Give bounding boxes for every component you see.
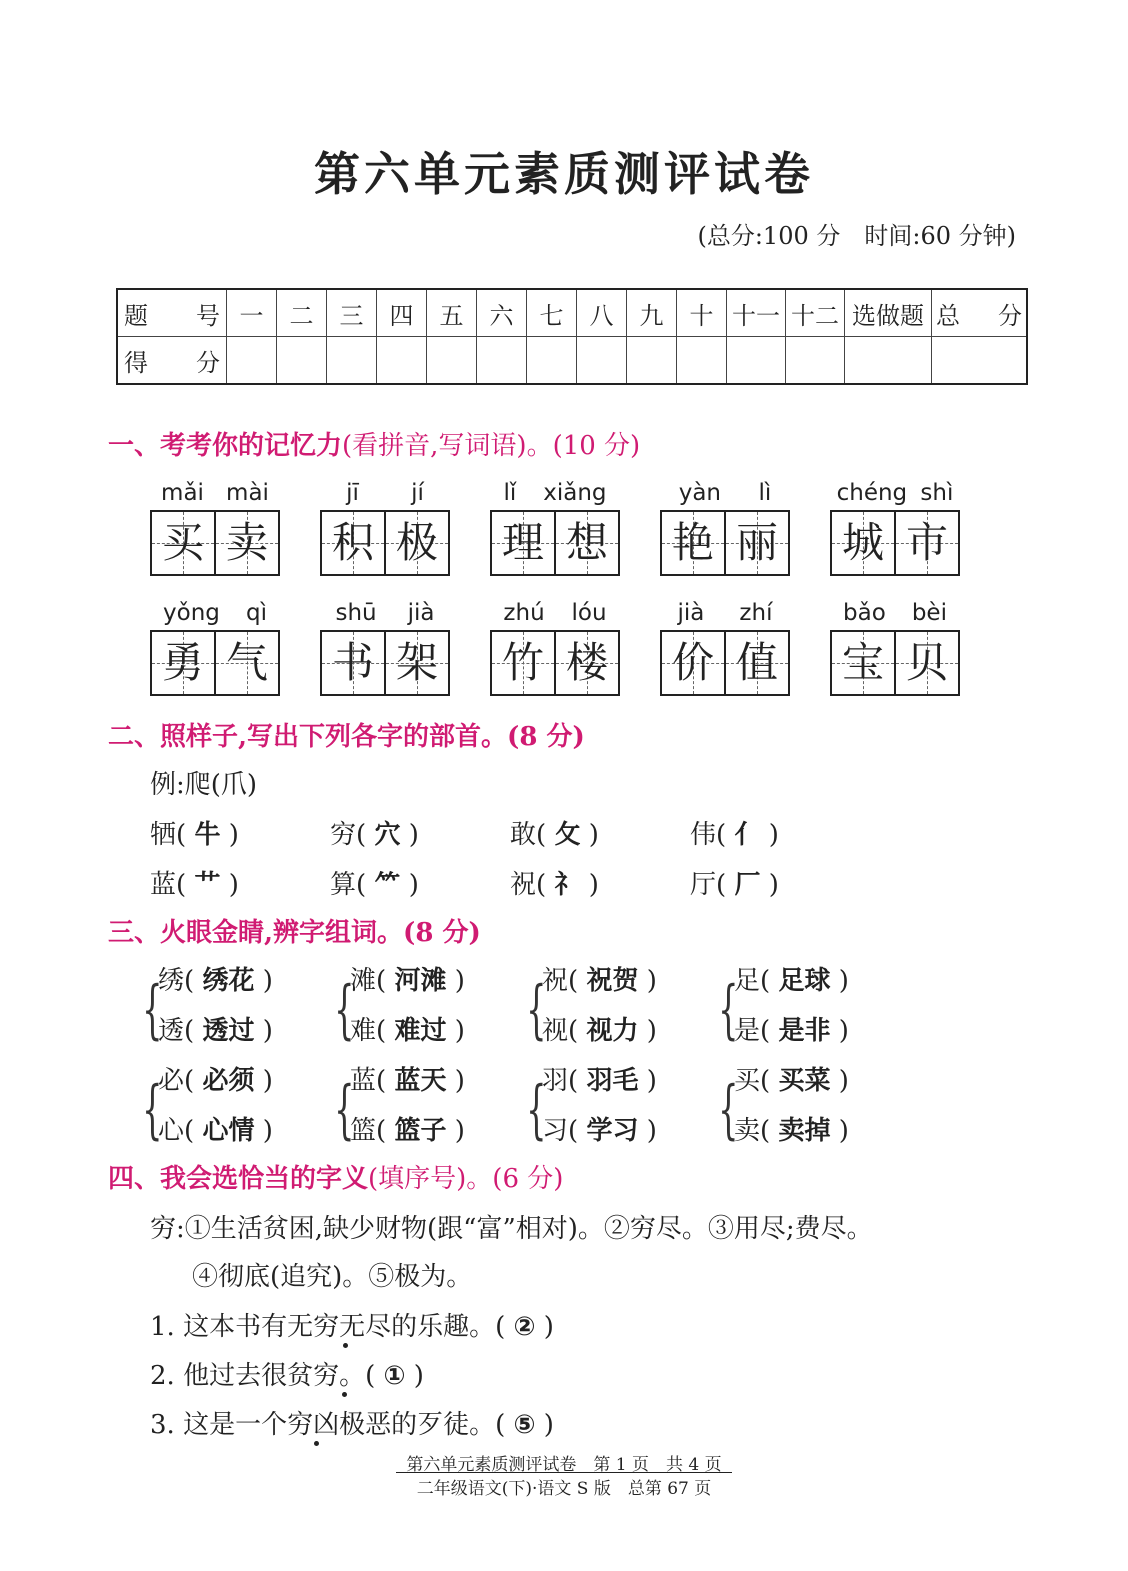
- pair-char: 透: [158, 1016, 185, 1046]
- word-group: [150, 600, 280, 696]
- radical-item: 祝( 礻 ): [510, 870, 599, 900]
- pinyin: chéng: [836, 480, 908, 506]
- pair-answer[interactable]: 是非: [778, 1016, 831, 1046]
- brace-icon: {: [718, 1073, 739, 1147]
- tianzige-boxes: [150, 510, 280, 576]
- pinyin: lì: [758, 480, 772, 506]
- score-input-cell[interactable]: [277, 337, 327, 385]
- char: 宝: [841, 638, 884, 687]
- pinyin: shì: [920, 480, 954, 506]
- tianzige-boxes: [320, 510, 450, 576]
- char-box[interactable]: [832, 632, 894, 694]
- score-table: [116, 288, 1028, 385]
- score-table-cell: 一: [227, 289, 277, 337]
- score-input-cell[interactable]: [227, 337, 277, 385]
- radical-char: 牺: [150, 820, 177, 850]
- brace-icon: {: [526, 1073, 547, 1147]
- pair-answer[interactable]: 买菜: [778, 1066, 831, 1096]
- tianzige-boxes: [490, 630, 620, 696]
- radical-item: 厅( 厂 ): [690, 870, 779, 900]
- pair-answer[interactable]: 卖掉: [778, 1116, 831, 1146]
- radical-answer[interactable]: 攵: [554, 820, 581, 850]
- pair-answer[interactable]: 祝贺: [586, 966, 639, 996]
- word-group: [660, 480, 790, 576]
- score-table-cell: 二: [277, 289, 327, 337]
- radical-char: 敢: [510, 820, 537, 850]
- char: 架: [395, 638, 438, 687]
- radical-char: 伟: [690, 820, 717, 850]
- section-4-title: 四、我会选恰当的字义: [108, 1164, 369, 1194]
- tianzige-boxes: [830, 630, 960, 696]
- tianzige-boxes: [490, 510, 620, 576]
- char: 竹: [501, 638, 544, 687]
- pair-char: 必: [158, 1066, 185, 1096]
- pair-answer[interactable]: 透过: [202, 1016, 255, 1046]
- pinyin-row: [830, 480, 960, 510]
- radical-answer[interactable]: 穴: [374, 820, 401, 850]
- char-box[interactable]: [384, 512, 448, 574]
- char-box[interactable]: [832, 512, 894, 574]
- pair-item: 蓝( 蓝天 ): [350, 1066, 465, 1096]
- score-input-cell[interactable]: [377, 337, 427, 385]
- char: 买: [161, 518, 204, 567]
- question-text: 2. 他过去很贫穷。(: [150, 1361, 376, 1391]
- score-table-cell: 选做题: [845, 289, 932, 337]
- word-group: [490, 600, 620, 696]
- word-pair: [718, 1060, 892, 1164]
- tianzige-boxes: [660, 510, 790, 576]
- question-close: ): [543, 1410, 554, 1440]
- footer-divider: [396, 1472, 732, 1473]
- char: 楼: [565, 638, 608, 687]
- radical-char: 蓝: [150, 870, 177, 900]
- char: 市: [905, 518, 948, 567]
- radical-item: 敢( 攵 ): [510, 820, 599, 850]
- pair-item: 买( 买菜 ): [734, 1066, 849, 1096]
- section-1-note: (看拼音,写词语)。(10 分): [342, 431, 641, 461]
- question-answer[interactable]: ①: [383, 1361, 406, 1391]
- question-close: ): [413, 1361, 424, 1391]
- char: 价: [671, 638, 714, 687]
- tianzige-boxes: [830, 510, 960, 576]
- tianzige-boxes: [150, 630, 280, 696]
- score-input-cell[interactable]: [727, 337, 786, 385]
- score-table-cell: 十: [677, 289, 727, 337]
- pinyin: zhí: [739, 600, 773, 626]
- pair-item: 足( 足球 ): [734, 966, 849, 996]
- word-pair: [334, 960, 508, 1064]
- question-item: [150, 1404, 554, 1441]
- char: 理: [501, 518, 544, 567]
- pair-char: 绣: [158, 966, 185, 996]
- pair-char: 是: [734, 1016, 761, 1046]
- pair-item: 卖( 卖掉 ): [734, 1116, 849, 1146]
- emphasis-dot: [342, 1392, 347, 1397]
- score-table-cell: 九: [627, 289, 677, 337]
- pinyin-row: [320, 480, 450, 510]
- section-4-note: (填序号)。(6 分): [368, 1164, 564, 1194]
- score-input-cell[interactable]: [932, 337, 1028, 385]
- char-box[interactable]: [214, 632, 278, 694]
- pair-char: 篮: [350, 1116, 377, 1146]
- page-title: 第六单元素质测评试卷: [314, 147, 814, 201]
- char: 积: [331, 518, 374, 567]
- example-line: 例:爬(爪): [150, 770, 258, 800]
- pair-char: 心: [158, 1116, 185, 1146]
- tianzige-boxes: [320, 630, 450, 696]
- char-box[interactable]: [662, 632, 724, 694]
- score-input-cell[interactable]: [477, 337, 527, 385]
- char: 丽: [735, 518, 778, 567]
- emphasis-dot: [314, 1441, 319, 1446]
- radical-item: 算( ⺮ ): [330, 870, 419, 900]
- char-box[interactable]: [322, 512, 384, 574]
- definition-line-1: 穷:①生活贫困,缺少财物(跟“富”相对)。②穷尽。③用尽;费尽。: [150, 1214, 873, 1244]
- char-box[interactable]: [214, 512, 278, 574]
- score-table-cell: 五: [427, 289, 477, 337]
- pair-answer[interactable]: 视力: [586, 1016, 639, 1046]
- pinyin: shū: [335, 600, 377, 626]
- pinyin: yàn: [678, 480, 722, 506]
- radical-char: 祝: [510, 870, 537, 900]
- pair-item: 视( 视力 ): [542, 1016, 657, 1046]
- char-box[interactable]: [894, 512, 958, 574]
- pinyin-row: [150, 480, 280, 510]
- score-input-cell[interactable]: [677, 337, 727, 385]
- score-table-cell: 得 分: [117, 337, 227, 385]
- char: 城: [841, 518, 884, 567]
- char: 气: [225, 638, 268, 687]
- question-answer[interactable]: ⑤: [513, 1410, 536, 1440]
- question-item: [150, 1306, 554, 1343]
- pair-item: 习( 学习 ): [542, 1116, 657, 1146]
- pinyin-row: [150, 600, 280, 630]
- pair-item: 难( 难过 ): [350, 1016, 465, 1046]
- section-1-heading: [108, 425, 640, 462]
- pinyin: jià: [407, 600, 435, 626]
- radical-answer[interactable]: 厂: [734, 870, 761, 900]
- word-group: [150, 480, 280, 576]
- pinyin: bèi: [911, 600, 947, 626]
- char-box[interactable]: [152, 632, 214, 694]
- pinyin: lóu: [571, 600, 607, 626]
- pinyin-row: [660, 600, 790, 630]
- pair-char: 羽: [542, 1066, 569, 1096]
- word-pair: [142, 960, 316, 1064]
- char: 极: [395, 518, 438, 567]
- pair-answer[interactable]: 学习: [586, 1116, 639, 1146]
- char-box[interactable]: [492, 512, 554, 574]
- score-table-score-row: [117, 337, 1027, 385]
- char-box[interactable]: [554, 512, 618, 574]
- char-box[interactable]: [554, 632, 618, 694]
- char: 艳: [671, 518, 714, 567]
- word-pair: [334, 1060, 508, 1164]
- score-input-cell[interactable]: [627, 337, 677, 385]
- radical-char: 算: [330, 870, 357, 900]
- score-input-cell[interactable]: [527, 337, 577, 385]
- pair-answer[interactable]: 羽毛: [586, 1066, 639, 1096]
- pair-char: 卖: [734, 1116, 761, 1146]
- pinyin: jí: [411, 480, 424, 506]
- pair-item: 篮( 篮子 ): [350, 1116, 465, 1146]
- brace-icon: {: [526, 973, 547, 1047]
- char: 值: [735, 638, 778, 687]
- pair-item: 必( 必须 ): [158, 1066, 273, 1096]
- pinyin: qì: [245, 600, 267, 626]
- pair-char: 滩: [350, 966, 377, 996]
- pair-char: 祝: [542, 966, 569, 996]
- pair-item: 绣( 绣花 ): [158, 966, 273, 996]
- radical-char: 穷: [330, 820, 357, 850]
- section-4-heading: [108, 1158, 563, 1195]
- question-text: 3. 这是一个穷凶极恶的歹徒。(: [150, 1410, 506, 1440]
- pinyin: xiǎng: [543, 480, 607, 506]
- pinyin: mài: [226, 480, 269, 506]
- score-table-cell: 三: [327, 289, 377, 337]
- word-group: [320, 600, 450, 696]
- footer-line-2: 二年级语文(下)·语文 S 版 总第 67 页: [416, 1479, 712, 1499]
- pair-char: 习: [542, 1116, 569, 1146]
- score-time-info: (总分:100 分 时间:60 分钟): [697, 222, 1016, 250]
- char-box[interactable]: [724, 632, 788, 694]
- char-box[interactable]: [492, 632, 554, 694]
- pair-item: 心( 心情 ): [158, 1116, 273, 1146]
- pair-char: 买: [734, 1066, 761, 1096]
- pair-answer[interactable]: 篮子: [394, 1116, 447, 1146]
- pair-answer[interactable]: 心情: [202, 1116, 255, 1146]
- pinyin-row: [320, 600, 450, 630]
- word-group: [320, 480, 450, 576]
- pair-char: 难: [350, 1016, 377, 1046]
- radical-item: 牺( 牛 ): [150, 820, 239, 850]
- emphasis-dot: [343, 1343, 348, 1348]
- section-2-heading: 二、照样子,写出下列各字的部首。(8 分): [108, 722, 585, 752]
- char-box[interactable]: [322, 632, 384, 694]
- score-table-cell: 十二: [786, 289, 845, 337]
- pinyin-row: [660, 480, 790, 510]
- question-answer[interactable]: ②: [513, 1312, 536, 1342]
- pinyin-row: [490, 600, 620, 630]
- footer-line-1: 第六单元素质测评试卷 第 1 页 共 4 页: [406, 1455, 722, 1475]
- score-table-cell: 四: [377, 289, 427, 337]
- radical-answer[interactable]: 艹: [194, 870, 221, 900]
- pinyin: yǒng: [163, 600, 220, 626]
- word-pair: [718, 960, 892, 1064]
- pair-answer[interactable]: 绣花: [202, 966, 255, 996]
- radical-answer[interactable]: 牛: [194, 820, 221, 850]
- char: 想: [565, 518, 608, 567]
- score-table-cell: 题 号: [117, 289, 227, 337]
- brace-icon: {: [334, 973, 355, 1047]
- radical-char: 厅: [690, 870, 717, 900]
- definition-line-2: ④彻底(追究)。⑤极为。: [192, 1262, 473, 1292]
- pair-char: 蓝: [350, 1066, 377, 1096]
- question-text: 1. 这本书有无穷无尽的乐趣。(: [150, 1312, 506, 1342]
- word-pair: [526, 1060, 700, 1164]
- char-box[interactable]: [384, 632, 448, 694]
- pinyin-row: [490, 480, 620, 510]
- brace-icon: {: [142, 1073, 163, 1147]
- score-input-cell[interactable]: [786, 337, 845, 385]
- radical-answer[interactable]: ⺮: [374, 870, 401, 900]
- pinyin: jī: [346, 480, 359, 506]
- word-group: [490, 480, 620, 576]
- radical-answer[interactable]: 亻: [734, 820, 761, 850]
- radical-answer[interactable]: 礻: [554, 870, 581, 900]
- radical-item: 伟( 亻 ): [690, 820, 779, 850]
- score-input-cell[interactable]: [327, 337, 377, 385]
- char: 卖: [225, 518, 268, 567]
- score-input-cell[interactable]: [577, 337, 627, 385]
- pair-item: 是( 是非 ): [734, 1016, 849, 1046]
- radical-item: 穷( 穴 ): [330, 820, 419, 850]
- score-table-cell: 总 分: [932, 289, 1028, 337]
- word-group: [830, 600, 960, 696]
- pair-char: 视: [542, 1016, 569, 1046]
- brace-icon: {: [718, 973, 739, 1047]
- pinyin-row: [830, 600, 960, 630]
- pinyin: bǎo: [843, 600, 886, 626]
- word-group: [830, 480, 960, 576]
- pair-answer[interactable]: 河滩: [394, 966, 447, 996]
- pinyin: lǐ: [503, 480, 517, 506]
- pinyin: mǎi: [161, 480, 204, 506]
- char-box[interactable]: [894, 632, 958, 694]
- pair-item: 羽( 羽毛 ): [542, 1066, 657, 1096]
- score-table-header-row: [117, 289, 1027, 337]
- question-close: ): [543, 1312, 554, 1342]
- section-1-title: 一、考考你的记忆力: [108, 431, 343, 461]
- pinyin: jià: [677, 600, 705, 626]
- brace-icon: {: [334, 1073, 355, 1147]
- word-pair: [142, 1060, 316, 1164]
- score-input-cell[interactable]: [845, 337, 932, 385]
- score-table-cell: 七: [527, 289, 577, 337]
- pair-answer[interactable]: 足球: [778, 966, 831, 996]
- score-table-cell: 六: [477, 289, 527, 337]
- char-box[interactable]: [724, 512, 788, 574]
- char: 贝: [905, 638, 948, 687]
- score-table-cell: 十一: [727, 289, 786, 337]
- score-input-cell[interactable]: [427, 337, 477, 385]
- pair-answer[interactable]: 蓝天: [394, 1066, 447, 1096]
- pair-answer[interactable]: 难过: [394, 1016, 447, 1046]
- pair-char: 足: [734, 966, 761, 996]
- pair-item: 祝( 祝贺 ): [542, 966, 657, 996]
- char-box[interactable]: [662, 512, 724, 574]
- pinyin: zhú: [503, 600, 545, 626]
- word-group: [660, 600, 790, 696]
- brace-icon: {: [142, 973, 163, 1047]
- section-3-heading: 三、火眼金睛,辨字组词。(8 分): [108, 918, 481, 948]
- radical-item: 蓝( 艹 ): [150, 870, 239, 900]
- char: 勇: [161, 638, 204, 687]
- pair-item: 透( 透过 ): [158, 1016, 273, 1046]
- word-pair: [526, 960, 700, 1064]
- char: 书: [331, 638, 374, 687]
- score-table-cell: 八: [577, 289, 627, 337]
- pair-answer[interactable]: 必须: [202, 1066, 255, 1096]
- char-box[interactable]: [152, 512, 214, 574]
- question-item: [150, 1355, 424, 1392]
- tianzige-boxes: [660, 630, 790, 696]
- pair-item: 滩( 河滩 ): [350, 966, 465, 996]
